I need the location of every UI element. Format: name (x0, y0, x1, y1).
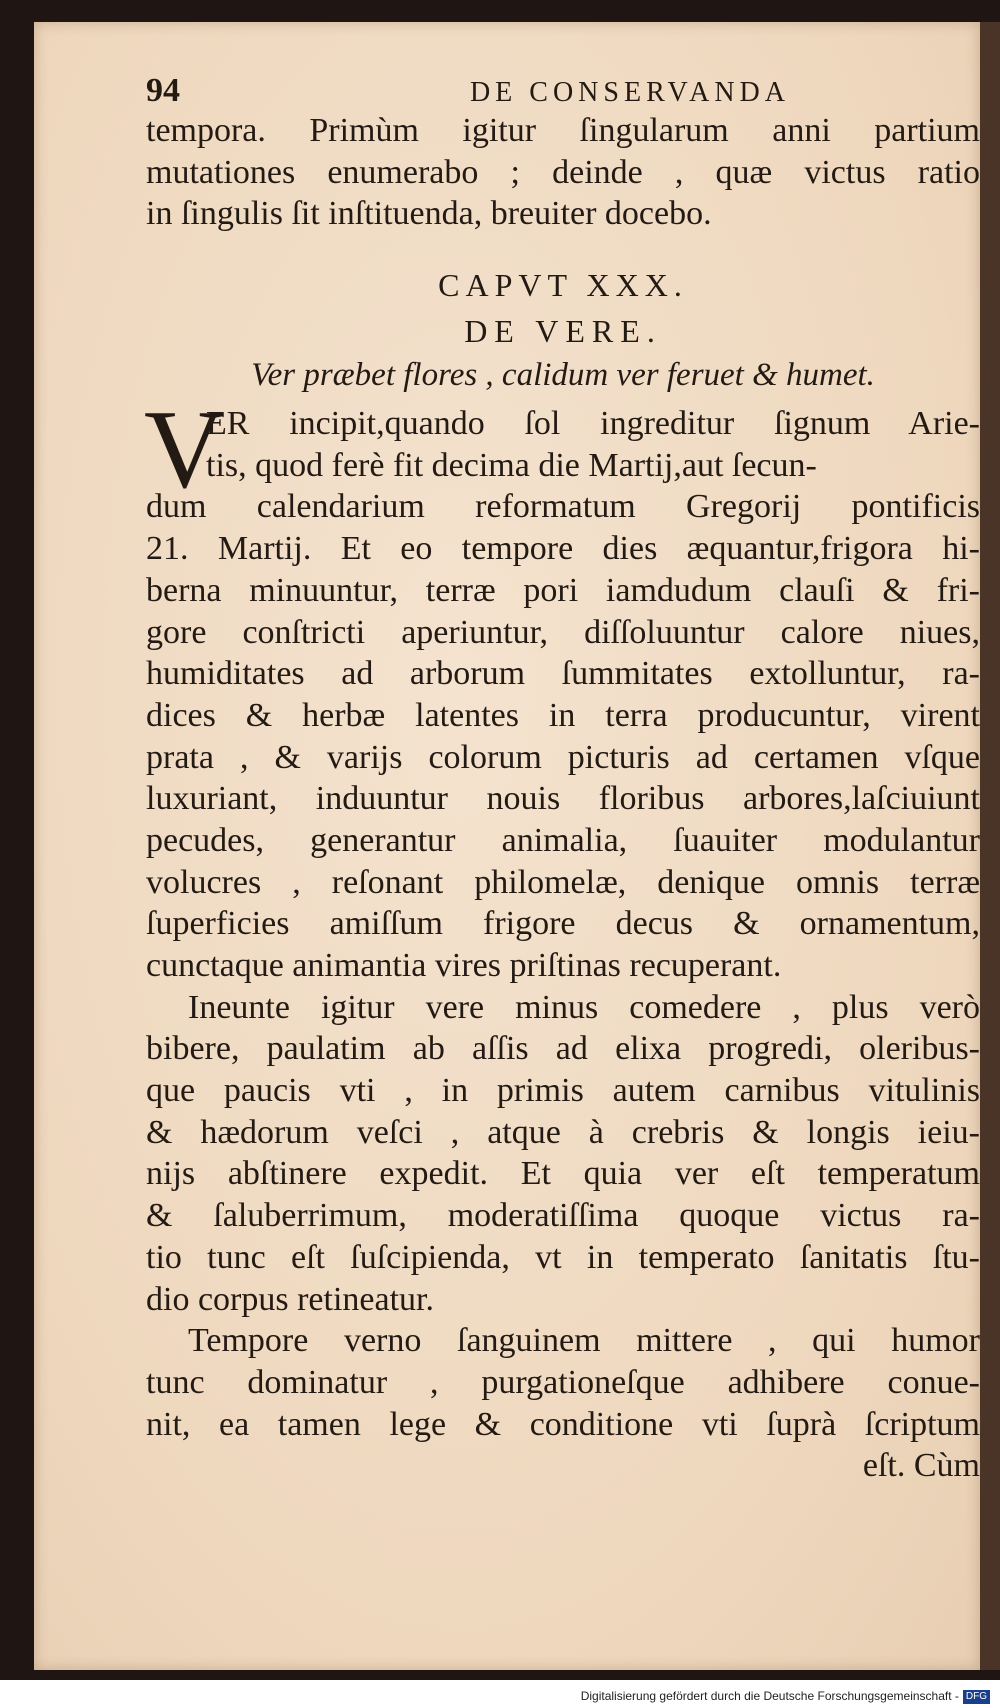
text-line: pecudes, generantur animalia, ſuauiter modulantur (146, 821, 980, 859)
catchword: eſt. Cùm (862, 1447, 980, 1485)
text-line: mutationes enumerabo ; deinde , quæ victus ratio (146, 153, 980, 191)
page-header (146, 70, 980, 109)
text-line: luxuriant, induuntur nouis floribus arbores,laſciuiunt (146, 780, 980, 818)
text-line: Ineunte igitur vere minus comedere , plus verò (188, 988, 980, 1026)
text-line: berna minuuntur, terræ pori iamdudum clauſi & fri- (146, 571, 980, 609)
text-line: Tempore verno ſanguinem mittere , qui humor (188, 1322, 980, 1360)
text-line: tempora. Primùm igitur ſingularum anni partium (146, 112, 980, 149)
paragraph-1-lines (146, 486, 980, 986)
paragraph-2 (146, 987, 980, 1321)
text-line: in ſingulis ſit inſtituenda, breuiter docebo. (146, 195, 712, 233)
text-line: dices & herbæ latentes in terra producuntur, virent (146, 696, 980, 734)
book-spine-edge (980, 22, 1000, 1670)
running-title: DE CONSERVANDA (469, 77, 790, 108)
text-line: tunc dominatur , purgationeſque adhibere conue- (146, 1363, 980, 1401)
text-block (146, 70, 980, 1487)
digitization-footer (0, 1684, 990, 1708)
text-line: ER incipit,quando ſol ingreditur ſignum Arie- (206, 405, 980, 443)
text-line: cunctaque animantia vires priſtinas recuperant. (146, 947, 782, 984)
text-line: dum calendarium reformatum Gregorij pontificis (146, 488, 980, 526)
paragraph-1 (144, 388, 980, 987)
text-line: tis, quod ferè fit decima die Martij,aut ſecun- (206, 446, 817, 484)
text-line: nit, ea tamen lege & conditione vti ſuprà ſcriptum (146, 1405, 980, 1443)
footer-text: Digitalisierung gefördert durch die Deutsche Forschungsgemeinschaft - (580, 1689, 959, 1703)
dropcap-lines (146, 403, 980, 486)
text-line: tio tunc eſt ſuſcipienda, vt in temperato ſanitatis ſtu- (146, 1238, 980, 1276)
text-line: nijs abſtinere expedit. Et quia ver eſt temperatum (146, 1155, 980, 1193)
text-line: 21. Martij. Et eo tempore dies æquantur,frigora hi- (146, 530, 980, 568)
text-line: volucres , reſonant philomelæ, denique omnis terræ (146, 863, 980, 901)
opening-lines (146, 110, 980, 235)
drop-capital: V (144, 388, 225, 513)
text-line: prata , & varijs colorum picturis ad certamen vſque (146, 738, 980, 776)
chapter-number: CAPVT XXX. (438, 267, 688, 304)
text-line: & ſaluberrimum, moderatiſſima quoque victus ra- (146, 1197, 980, 1235)
text-line: que paucis vti , in primis autem carnibus vitulinis (146, 1072, 980, 1110)
text-line: bibere, paulatim ab aſſis ad elixa progredi, oleribus- (146, 1030, 980, 1068)
dfg-logo-icon: DFG (963, 1690, 990, 1704)
paragraph-3 (146, 1320, 980, 1445)
text-line: ſuperficies amiſſum frigore decus & ornamentum, (146, 905, 980, 943)
book-page (34, 22, 980, 1670)
chapter-title: DE VERE. (464, 313, 662, 350)
text-line: humiditates ad arborum ſummitates extolluntur, ra- (146, 655, 980, 693)
text-line: gore conſtricti aperiuntur, diſſoluuntur calore niues, (146, 613, 980, 651)
chapter-motto: Ver præbet flores , calidum ver feruet & humet. (251, 357, 875, 394)
text-line: & hædorum veſci , atque à crebris & longis ieiu- (146, 1113, 980, 1151)
page-number: 94 (146, 72, 180, 109)
text-line: dio corpus retineatur. (146, 1280, 434, 1318)
